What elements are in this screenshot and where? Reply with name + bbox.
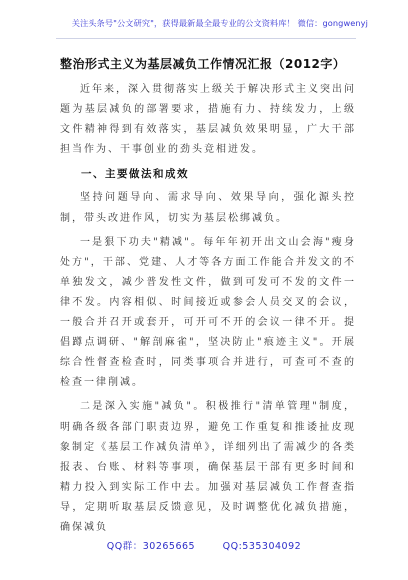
paragraph: 二是深入实施"减负"。积极推行"清单管理"制度，明确各级各部门职责边界，避免工作重复和推诿扯皮现象制定《基层工作减负清单》，详细列出了需减少的各类报表、台账、材料等事项，确保基层干部有更多时间和精力投入到实际工作中去。加强对基层减负工作督查指导，定期听取基层反馈意见，及时调整优化减负措施，确保减负 bbox=[60, 401, 356, 533]
header-note: 关注头条号"公文研究"，获得最新最全最专业的公文资料库！ 微信：gongwenyj bbox=[71, 18, 368, 28]
document-body bbox=[60, 80, 356, 542]
footer-qq-group: QQ群：30265665 bbox=[106, 541, 196, 552]
intro-paragraph: 近年来，深入贯彻落实上级关于解决形式主义突出问题为基层减负的部署要求，措施有力、持续发力，上级文件精神得到有效落实，基层减负效果明显，广大干部担当作为、干事创业的劲头竞相迸发。 bbox=[60, 84, 356, 156]
paragraph: 一是狠下功夫"精减"。每年年初开出文山会海"瘦身处方"，干部、党建、人才等各方面工作能合并发文的不单独发文，减少普发性文件，做到可发可不发的文件一律不发。内容相似、时间接近或参会人员交叉的会议，一般合并召开或套开，可开可不开的会议一律不开。提倡蹲点调研、"解剖麻雀"，坚决防止"痕迹主义"。开展综合性督查检查时，同类事项合并进行，可查可不查的检查一律削减。 bbox=[60, 236, 356, 389]
footer-qq: QQ:535304092 bbox=[222, 541, 302, 552]
section-heading: 一、主要做法和成效 bbox=[81, 168, 189, 181]
header-divider bbox=[56, 38, 356, 39]
footer bbox=[0, 538, 408, 552]
paragraph: 坚持问题导向、需求导向、效果导向，强化源头控制，带头改进作风，切实为基层松绑减负。 bbox=[60, 192, 356, 224]
document-title: 整治形式主义为基层减负工作情况汇报（2012字） bbox=[60, 57, 346, 71]
